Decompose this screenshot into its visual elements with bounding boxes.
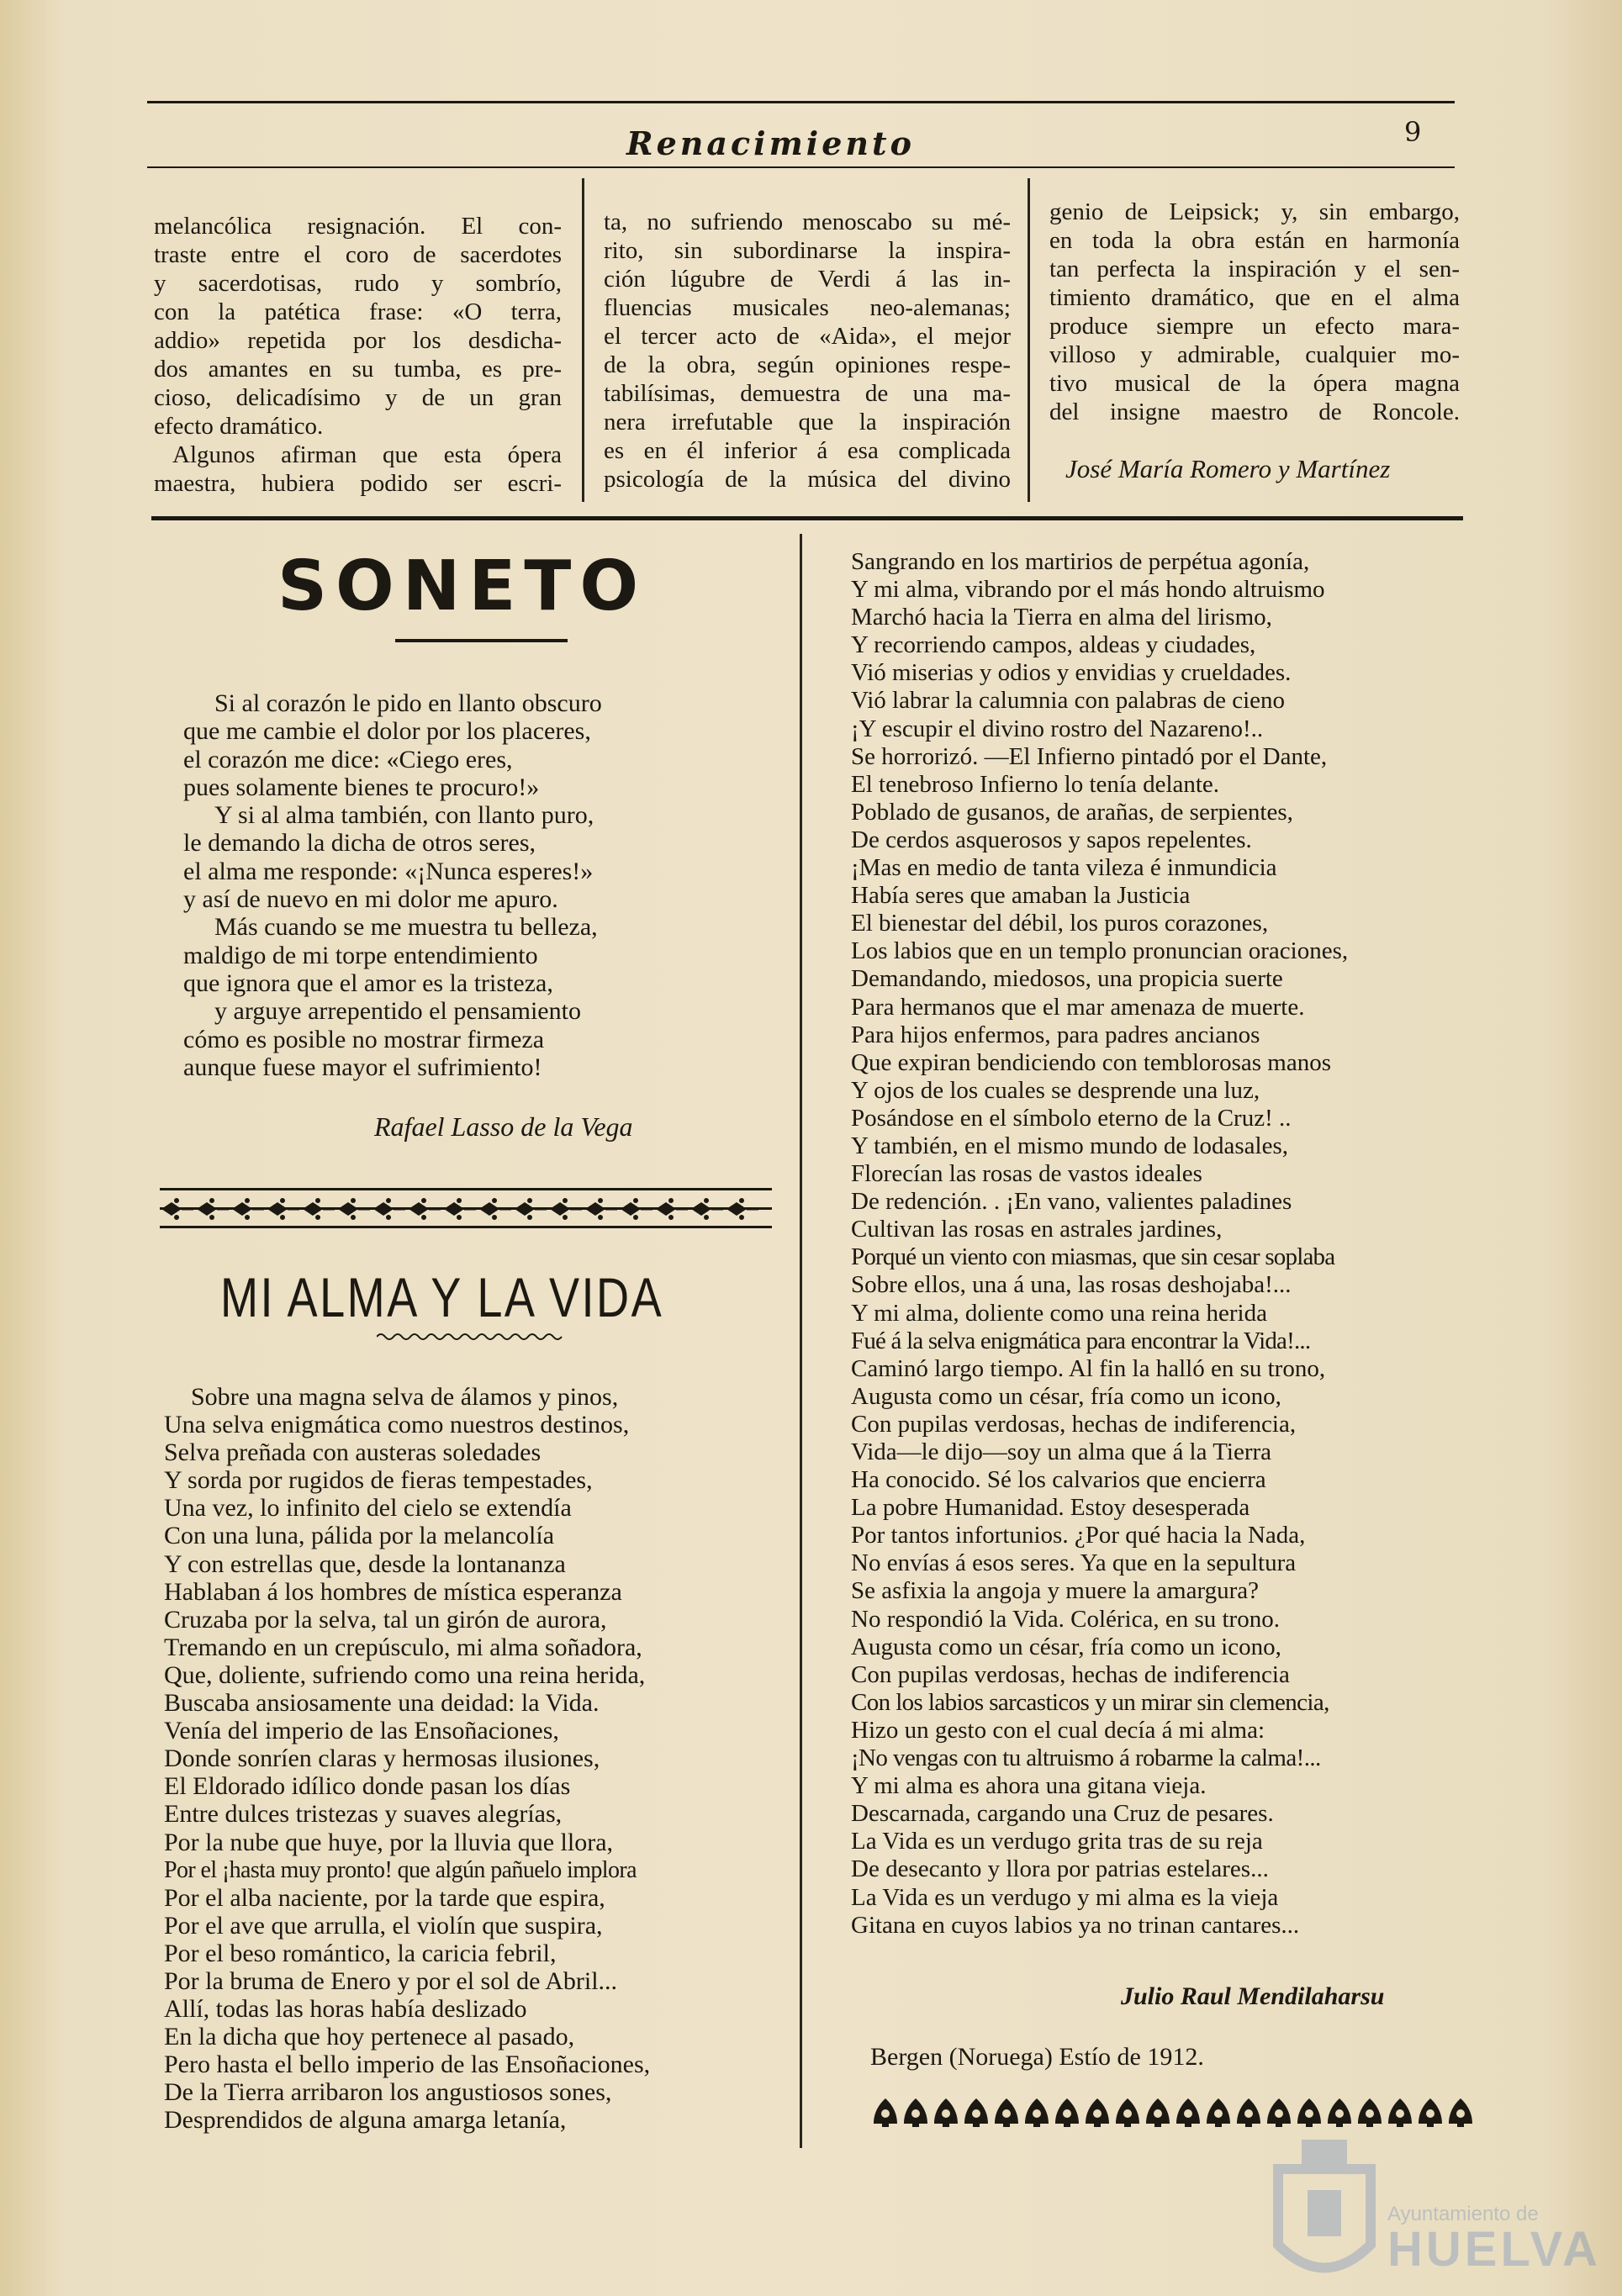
verse-line: Augusta como un césar, fría como un icono, xyxy=(851,1382,1281,1410)
verse-line: Y si al alma también, con llanto puro, xyxy=(214,801,594,830)
article-col-1 xyxy=(154,212,562,498)
verse-line: Venía del imperio de las Ensoñaciones, xyxy=(164,1717,559,1745)
verse-line: Ha conocido. Sé los calvarios que encierra xyxy=(851,1466,1266,1494)
verse-line: De la Tierra arribaron los angustiosos sones, xyxy=(164,2078,612,2107)
text-line: tivo musical de la ópera magna xyxy=(1049,370,1460,397)
article-col-2 xyxy=(604,208,1011,494)
text-line: con la patética frase: «O terra, xyxy=(154,298,562,325)
verse-line: Para hermanos que el mar amenaza de muerte. xyxy=(851,993,1305,1021)
soneto-title: SONETO xyxy=(277,546,647,626)
verse-line: Más cuando se me muestra tu belleza, xyxy=(214,913,598,942)
verse-line: y arguye arrepentido el pensamiento xyxy=(214,997,581,1026)
verse-line: De desecanto y llora por patrias estelares... xyxy=(851,1855,1269,1883)
verse-line: aunque fuese mayor el sufrimiento! xyxy=(183,1053,542,1081)
verse-line: Pero hasta el bello imperio de las Ensoñaciones, xyxy=(164,2051,651,2079)
article-col-3 xyxy=(1049,198,1460,426)
verse-line: No respondió la Vida. Colérica, en su trono. xyxy=(851,1605,1280,1633)
verse-line: Sobre ellos, una á una, las rosas deshojaba!... xyxy=(851,1271,1292,1299)
verse-line: ¡No vengas con tu altruismo á robarme la calma!... xyxy=(851,1744,1321,1772)
verse-line: Con pupilas verdosas, hechas de indiferencia, xyxy=(851,1410,1297,1438)
article-signature: José María Romero y Martínez xyxy=(1065,454,1391,483)
text-line: Algunos afirman que esta ópera xyxy=(172,441,562,468)
verse-line: Por tantos infortunios. ¿Por qué hacia la Nada, xyxy=(851,1522,1306,1549)
ornament-rule-bottom xyxy=(160,1226,772,1228)
text-line: en toda la obra están en harmonía xyxy=(1049,227,1460,254)
verse-line: Gitana en cuyos labios ya no trinan cantares... xyxy=(851,1911,1300,1939)
verse-line: Se horrorizó. —El Infierno pintadó por el Dante, xyxy=(851,742,1328,770)
verse-line: y así de nuevo en mi dolor me apuro. xyxy=(183,885,558,914)
verse-line: Hizo un gesto con el cual decía á mi alma: xyxy=(851,1716,1265,1744)
running-title: Renacimiento xyxy=(626,124,915,162)
stamp-line-1: Ayuntamiento de xyxy=(1387,2203,1539,2225)
verse-line: Vió miserias y odios y envidias y crueldades. xyxy=(851,659,1292,687)
verse-line: ¡Y escupir el divino rostro del Nazareno!.. xyxy=(851,715,1264,742)
verse-line: Si al corazón le pido en llanto obscuro xyxy=(214,689,602,717)
verse-line: Por el alba naciente, por la tarde que espira, xyxy=(164,1883,605,1912)
text-line: nera irrefutable que la inspiración xyxy=(604,409,1011,435)
text-line: ta, no sufriendo menoscabo su mé- xyxy=(604,208,1011,235)
floral-ornament-band xyxy=(160,1194,772,1224)
verse-line: En la dicha que hoy pertenece al pasado, xyxy=(164,2023,575,2051)
verse-line: Sobre una magna selva de álamos y pinos, xyxy=(191,1383,619,1411)
verse-line: cómo es posible no mostrar firmeza xyxy=(183,1025,545,1053)
center-column-rule xyxy=(800,534,802,2148)
text-line: melancólica resignación. El con- xyxy=(154,213,562,240)
verse-line: ¡Mas en medio de tanta vileza é inmundicia xyxy=(851,854,1277,882)
stamp-line-2: HUELVA xyxy=(1387,2222,1601,2277)
verse-line: Posándose en el símbolo eterno de la Cruz! .. xyxy=(851,1104,1292,1132)
text-line: traste entre el coro de sacerdotes xyxy=(154,241,562,268)
text-line: dos amantes en su tumba, es pre- xyxy=(154,356,562,383)
text-line: fluencias musicales neo-alemanas; xyxy=(604,294,1011,321)
verse-line: Selva preñada con austeras soledades xyxy=(164,1438,542,1467)
verse-line: el alma me responde: «¡Nunca esperes!» xyxy=(183,857,594,885)
text-line: timiento dramático, que en el alma xyxy=(1049,284,1460,311)
verse-line: Desprendidos de alguna amarga letanía, xyxy=(164,2106,567,2135)
verse-line: pues solamente bienes te procuro!» xyxy=(183,773,540,801)
verse-line: Hablaban á los hombres de mística esperanza xyxy=(164,1577,622,1606)
verse-line: Por el ave que arrulla, el violín que suspira, xyxy=(164,1911,603,1940)
verse-line: Florecían las rosas de vastos ideales xyxy=(851,1160,1202,1188)
verse-line: Sangrando en los martirios de perpétua agonía, xyxy=(851,548,1310,575)
verse-line: De cerdos asquerosos y sapos repelentes. xyxy=(851,826,1252,853)
verse-line: La Vida es un verdugo grita tras de su reja xyxy=(851,1828,1263,1855)
text-line: maestra, hubiera podido ser escri- xyxy=(154,470,562,497)
text-line: ción lúgubre de Verdi á las in- xyxy=(604,266,1011,293)
verse-line: Vió labrar la calumnia con palabras de cieno xyxy=(851,687,1285,715)
verse-line: Poblado de gusanos, de arañas, de serpientes, xyxy=(851,798,1293,826)
header-bottom-rule xyxy=(147,166,1455,168)
verse-line: Y mi alma es ahora una gitana vieja. xyxy=(851,1772,1207,1800)
verse-line: No envías á esos seres. Ya que en la sepultura xyxy=(851,1549,1297,1577)
huelva-watermark xyxy=(1261,2127,1601,2295)
text-line: addio» repetida por los desdicha- xyxy=(154,327,562,354)
verse-line: maldigo de mi torpe entendimiento xyxy=(183,941,538,969)
verse-line: Por el ¡hasta muy pronto! que algún pañuelo implora xyxy=(164,1856,637,1883)
verse-line: Y ojos de los cuales se desprende una luz, xyxy=(851,1076,1260,1104)
verse-line: De redención. . ¡En vano, valientes paladines xyxy=(851,1188,1292,1216)
verse-line: le demando la dicha de otros seres, xyxy=(183,829,536,858)
verse-line: Por el beso romántico, la caricia febril, xyxy=(164,1939,557,1967)
verse-line: Vida—le dijo—soy un alma que á la Tierra xyxy=(851,1438,1272,1465)
verse-line: Con una luna, pálida por la melancolía xyxy=(164,1522,555,1550)
text-line: tabilísimas, demuestra de una ma- xyxy=(604,380,1011,407)
column-rule xyxy=(1028,178,1030,502)
text-line: produce siempre un efecto mara- xyxy=(1049,313,1460,340)
verse-line: Por la nube que huye, por la lluvia que llora, xyxy=(164,1828,614,1856)
verse-line: el corazón me dice: «Ciego eres, xyxy=(183,745,513,773)
verse-line: La pobre Humanidad. Estoy desesperada xyxy=(851,1494,1250,1522)
verse-line: Porqué un viento con miasmas, que sin cesar soplaba xyxy=(851,1243,1335,1271)
verse-line: Una selva enigmática como nuestros destinos, xyxy=(164,1411,630,1439)
text-line: del insigne maestro de Roncole. xyxy=(1049,399,1460,425)
text-line: el tercer acto de «Aida», el mejor xyxy=(604,323,1011,350)
coat-of-arms-icon xyxy=(1261,2127,1387,2295)
section-rule xyxy=(151,516,1463,520)
text-line: psicología de la música del divino xyxy=(604,466,1011,493)
verse-line: Y sorda por rugidos de fieras tempestades, xyxy=(164,1466,593,1495)
page-number: 9 xyxy=(1404,116,1422,148)
verse-line: Se asfixia la angoja y muere la amargura? xyxy=(851,1577,1259,1605)
alma-poem-right xyxy=(851,548,1348,1940)
text-line: villoso y admirable, cualquier mo- xyxy=(1049,341,1460,368)
verse-line: Con pupilas verdosas, hechas de indiferencia xyxy=(851,1660,1290,1688)
verse-line: que ignora que el amor es la tristeza, xyxy=(183,969,553,997)
verse-line: Augusta como un césar, fría como un icono, xyxy=(851,1633,1281,1660)
verse-line: Había seres que amaban la Justicia xyxy=(851,882,1191,910)
verse-line: El Eldorado idílico donde pasan los días xyxy=(164,1772,571,1801)
verse-line: Descarnada, cargando una Cruz de pesares. xyxy=(851,1800,1274,1828)
verse-line: Entre dulces tristezas y suaves alegrías, xyxy=(164,1800,563,1829)
verse-line: Que, doliente, sufriendo como una reina herida, xyxy=(164,1660,646,1689)
text-line: es en él inferior á esa complicada xyxy=(604,437,1011,464)
verse-line: Que expiran bendiciendo con temblorosas manos xyxy=(851,1048,1331,1076)
verse-line: Y mi alma, doliente como una reina herida xyxy=(851,1299,1267,1327)
verse-line: que me cambie el dolor por los placeres, xyxy=(183,717,591,746)
verse-line: Con los labios sarcasticos y un mirar sin clemencia, xyxy=(851,1688,1329,1716)
text-line: cioso, delicadísimo y de un gran xyxy=(154,384,562,411)
verse-line: Fué á la selva enigmática para encontrar la Vida!... xyxy=(851,1327,1311,1354)
column-rule xyxy=(582,178,584,502)
verse-line: La Vida es un verdugo y mi alma es la vieja xyxy=(851,1883,1279,1911)
ornament-rule-top xyxy=(160,1188,772,1190)
verse-line: Cultivan las rosas en astrales jardines, xyxy=(851,1216,1223,1243)
verse-line: Demandando, miedosos, una propicia suerte xyxy=(851,965,1283,993)
fleuron-ornament-band xyxy=(870,2095,1484,2129)
alma-place-date: Bergen (Noruega) Estío de 1912. xyxy=(870,2043,1204,2071)
verse-line: Una vez, lo infinito del cielo se extendía xyxy=(164,1494,572,1523)
alma-poem-left xyxy=(164,1383,650,2135)
alma-author: Julio Raul Mendilaharsu xyxy=(1121,1982,1385,2010)
verse-line: Por la bruma de Enero y por el sol de Abril... xyxy=(164,1966,618,1995)
text-line: genio de Leipsick; y, sin embargo, xyxy=(1049,198,1460,225)
text-line: efecto dramático. xyxy=(154,413,324,440)
header-top-rule xyxy=(147,101,1455,103)
wavy-underline xyxy=(377,1332,563,1342)
verse-line: El tenebroso Infierno lo tenía delante. xyxy=(851,770,1220,798)
verse-line: Marchó hacia la Tierra en alma del lirismo, xyxy=(851,604,1272,631)
verse-line: Y recorriendo campos, aldeas y ciudades, xyxy=(851,631,1256,659)
text-line: rito, sin subordinarse la inspira- xyxy=(604,237,1011,264)
alma-title: MI ALMA Y LA VIDA xyxy=(220,1266,664,1328)
verse-line: Para hijos enfermos, para padres ancianos xyxy=(851,1021,1260,1048)
title-underline xyxy=(395,639,568,642)
verse-line: Caminó largo tiempo. Al fin la halló en su trono, xyxy=(851,1354,1326,1382)
verse-line: Tremando en un crepúsculo, mi alma soñadora, xyxy=(164,1633,642,1661)
text-line: tan perfecta la inspiración y el sen- xyxy=(1049,256,1460,282)
verse-line: Buscaba ansiosamente una deidad: la Vida. xyxy=(164,1689,600,1718)
soneto-author: Rafael Lasso de la Vega xyxy=(374,1111,633,1142)
verse-line: Los labios que en un templo pronuncian oraciones, xyxy=(851,937,1349,965)
verse-line: Donde sonríen claras y hermosas ilusiones, xyxy=(164,1744,600,1773)
verse-line: El bienestar del débil, los puros corazones, xyxy=(851,910,1269,937)
verse-line: Allí, todas las horas había deslizado xyxy=(164,1995,527,2024)
text-line: de la obra, según opiniones respe- xyxy=(604,351,1011,378)
verse-line: Y con estrellas que, desde la lontananza xyxy=(164,1549,566,1578)
verse-line: Y también, en el mismo mundo de lodasales, xyxy=(851,1132,1289,1159)
verse-line: Cruzaba por la selva, tal un girón de aurora, xyxy=(164,1605,607,1634)
soneto-poem xyxy=(183,689,602,1081)
text-line: y sacerdotisas, rudo y sombrío, xyxy=(154,270,562,297)
verse-line: Y mi alma, vibrando por el más hondo altruismo xyxy=(851,576,1325,604)
